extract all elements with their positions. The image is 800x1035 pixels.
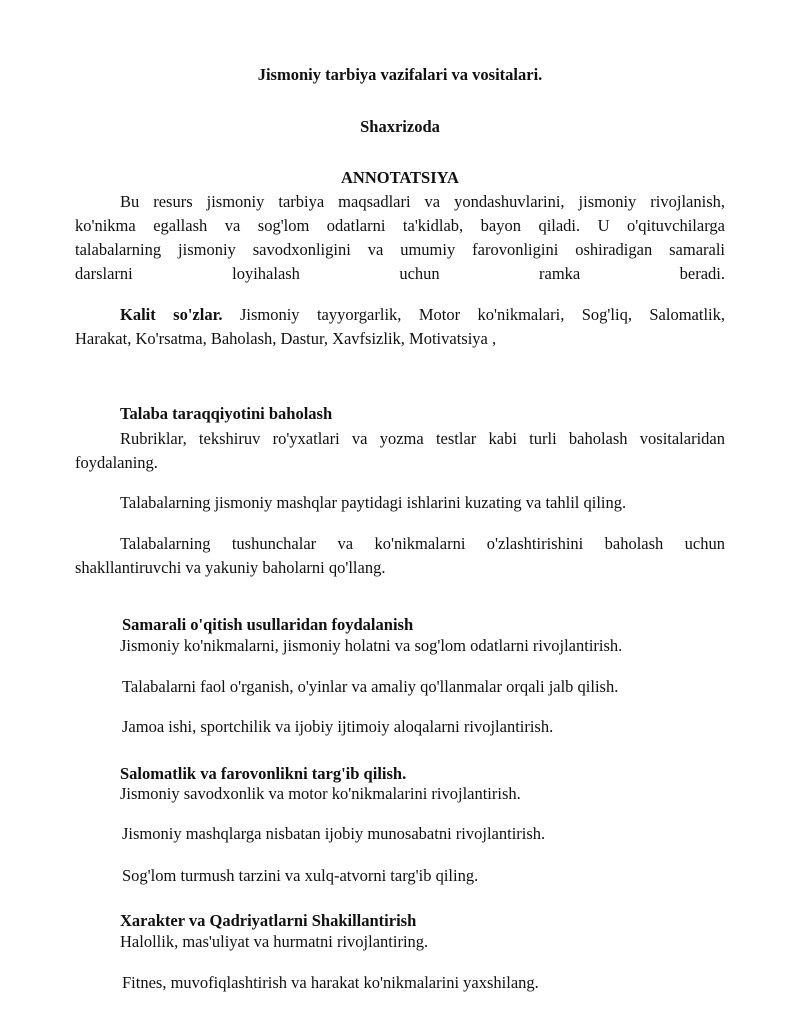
- section1-p1-line1: [120, 431, 725, 448]
- section1-p3-line1: [120, 536, 725, 553]
- section-heading-health: Salomatlik va farovonlikni targ'ib qilish.: [120, 764, 407, 783]
- section3-item-3: Sog'lom turmush tarzini va xulq-atvorni targ'ib qiling.: [122, 866, 479, 885]
- annotation-line-4-text: darslarni loyihalash uchun ramka beradi.: [75, 264, 725, 283]
- section1-p3-line1-text: Talabalarning tushunchalar va ko'nikmalarni o'zlashtirishini baholash uchun: [120, 534, 725, 553]
- keywords-label: Kalit so'zlar.: [120, 305, 223, 324]
- author-name: Shaxrizoda: [360, 117, 440, 136]
- section1-p1-line2: foydalaning.: [75, 453, 158, 472]
- keywords-line-1-wrap: [120, 307, 725, 324]
- document-title: Jismoniy tarbiya vazifalari va vositalari.: [257, 65, 543, 84]
- annotation-line-3: [75, 242, 725, 259]
- section1-p3-line2: shakllantiruvchi va yakuniy baholarni qo'llang.: [75, 558, 386, 577]
- annotation-line-4: [75, 266, 725, 283]
- section3-item-2: Jismoniy mashqlarga nisbatan ijobiy munosabatni rivojlantirish.: [122, 824, 546, 843]
- section4-item-2: Fitnes, muvofiqlashtirish va harakat ko'nikmalarini yaxshilang.: [122, 973, 539, 992]
- section-heading-teaching-methods: Samarali o'qitish usullaridan foydalanish: [122, 615, 414, 634]
- section-heading-character: Xarakter va Qadriyatlarni Shakillantirish: [120, 911, 417, 930]
- keywords-line-1: [120, 307, 725, 324]
- section1-p1-line1-text: Rubriklar, tekshiruv ro'yxatlari va yozma testlar kabi turli baholash vositalaridan: [120, 429, 725, 448]
- annotation-heading: ANNOTATSIYA: [341, 168, 459, 187]
- section4-item-1: Halollik, mas'uliyat va hurmatni rivojlantiring.: [120, 932, 429, 951]
- section2-item-3: Jamoa ishi, sportchilik va ijobiy ijtimoiy aloqalarni rivojlantirish.: [122, 717, 554, 736]
- annotation-line-2-text: ko'nikma egallash va sog'lom odatlarni ta'kidlab, bayon qiladi. U o'qituvchilarga: [75, 216, 725, 235]
- annotation-line-3-text: talabalarning jismoniy savodxonligini va umumiy farovonligini oshiradigan samarali: [75, 240, 725, 259]
- annotation-line-2: [75, 218, 725, 235]
- section-heading-assessment: Talaba taraqqiyotini baholash: [120, 404, 333, 423]
- section3-item-1: Jismoniy savodxonlik va motor ko'nikmalarini rivojlantirish.: [120, 784, 521, 803]
- annotation-line-1: [120, 194, 725, 211]
- keywords-line-2: Harakat, Ko'rsatma, Baholash, Dastur, Xavfsizlik, Motivatsiya ,: [75, 329, 497, 348]
- section1-p2: Talabalarning jismoniy mashqlar paytidagi ishlarini kuzating va tahlil qiling.: [120, 493, 627, 512]
- section2-item-2: Talabalarni faol o'rganish, o'yinlar va amaliy qo'llanmalar orqali jalb qilish.: [122, 677, 619, 696]
- keywords-line-1-text: Jismoniy tayyorgarlik, Motor ko'nikmalari, Sog'liq, Salomatlik,: [239, 305, 725, 324]
- section2-item-1: Jismoniy ko'nikmalarni, jismoniy holatni va sog'lom odatlarni rivojlantirish.: [120, 636, 623, 655]
- annotation-line-1-text: Bu resurs jismoniy tarbiya maqsadlari va yondashuvlarini, jismoniy rivojlanish,: [120, 192, 725, 211]
